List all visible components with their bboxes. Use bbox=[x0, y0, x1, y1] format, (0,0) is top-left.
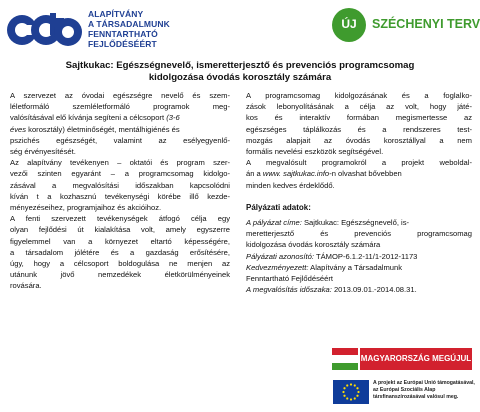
szechenyi-circle-text: ÚJ bbox=[341, 17, 357, 31]
beneficiary-value: Fenntartható Fejlődéséért bbox=[246, 274, 333, 284]
text-line: kos és interaktív formában megismertesse az bbox=[246, 113, 472, 123]
text-line: ményezéseihez, programjaihoz és akcióihoz. bbox=[10, 203, 162, 213]
foundation-name-line: FEJLŐDÉSÉÉRT bbox=[88, 39, 157, 49]
project-data bbox=[246, 217, 472, 295]
hungarian-flag-icon bbox=[332, 348, 358, 370]
text-line: úgy, hogy a célcsoport boldogulása ne menjen az bbox=[10, 259, 230, 269]
szechenyi-terv-logo bbox=[332, 8, 480, 44]
title-value: kidolgozása óvodás korosztály számára bbox=[246, 240, 381, 250]
text-line: formális nevelési eszközök segítségével. bbox=[246, 147, 384, 157]
foundation-logo bbox=[6, 6, 216, 52]
text-line: olyan fejlődési út kialakítása volt, amely egyszerre bbox=[10, 225, 230, 235]
beneficiary-label: Kedvezményezett: bbox=[246, 262, 309, 272]
title-label: A pályázat címe: bbox=[246, 218, 302, 228]
text-line: egészséges táplálkozás és a rendszeres test- bbox=[246, 124, 472, 134]
foundation-logo-mark-icon bbox=[6, 8, 84, 50]
foundation-name bbox=[88, 9, 170, 49]
text-line: A szervezet az óvodai egészségre nevelő és szem- bbox=[10, 91, 230, 100]
right-column bbox=[246, 90, 472, 295]
text-line bbox=[10, 124, 230, 135]
text-span: n olvashat bővebben bbox=[331, 169, 402, 179]
italic-span: (3-6 bbox=[166, 113, 180, 123]
text-line: rovására. bbox=[10, 281, 42, 291]
eu-text-line: A projekt az Európai Unió támogatásával, bbox=[373, 380, 475, 386]
title-value: Sajtkukac: Egészségnevelő, is- bbox=[301, 218, 410, 228]
text-line: a társadalom jólétére és a gazdaság erősítésére, bbox=[10, 247, 230, 257]
paragraph-goals bbox=[10, 90, 230, 157]
eu-text-line: társfinanszírozásával valósul meg. bbox=[373, 394, 459, 400]
text-line: Az alapítvány tevékenyen – oktatói és program szer- bbox=[10, 158, 230, 168]
text-line: pszichés egészségét, valamint az esélyegyenlő- bbox=[10, 135, 230, 145]
paragraph-program-purpose bbox=[246, 90, 472, 157]
foundation-name-line: A TÁRSADALMUNK bbox=[88, 19, 170, 29]
text-line: figyelemmel van a környezet eltartó képességére, bbox=[10, 236, 230, 246]
text-line bbox=[246, 284, 472, 295]
szechenyi-circle-icon bbox=[332, 8, 366, 42]
project-data-heading: Pályázati adatok: bbox=[246, 202, 311, 212]
text-line bbox=[246, 217, 472, 228]
text-line: zások lebonyolításának a célja az volt, hogy játé- bbox=[246, 102, 472, 112]
foundation-name-line: ALAPÍTVÁNY bbox=[88, 9, 144, 19]
foundation-name-line: FENNTARTHATÓ bbox=[88, 29, 158, 39]
text-line: kíván t a kozhasznú tevékenységi körébe illő kezde- bbox=[10, 191, 230, 201]
eu-text-line: az Európai Szociális Alap bbox=[373, 387, 436, 393]
paragraph-aims bbox=[10, 213, 230, 291]
magyarorszag-megujul-label: MAGYARORSZÁG MEGÚJUL bbox=[360, 348, 472, 370]
text-line: utánunk jövő nemzedékek életkörülményeinek bbox=[10, 270, 230, 280]
text-line: minden kedves érdeklődő. bbox=[246, 180, 335, 190]
text-span: án a bbox=[246, 169, 263, 179]
text-line: léletformáló szemléletformáló programok meg- bbox=[10, 102, 230, 112]
text-line: vezői szinten egyaránt – a programcsomag kidolgo- bbox=[10, 169, 230, 179]
text-span: korosztály) életminőségét, mentálhigiénés és bbox=[28, 124, 180, 134]
text-line: mozgás alapjait az óvodás korosztállyal a nem bbox=[246, 135, 472, 145]
eu-funding-text bbox=[373, 380, 475, 401]
text-line: A programcsomag kidolgozásának és a foglalko- bbox=[246, 91, 472, 100]
magyarorszag-megujul-logo bbox=[332, 348, 472, 370]
szechenyi-label: SZÉCHENYI TERV bbox=[372, 17, 480, 31]
website-link[interactable]: www. sajtkukac.info- bbox=[262, 169, 332, 179]
left-column bbox=[10, 90, 230, 292]
paragraph-website bbox=[246, 157, 472, 191]
header bbox=[0, 0, 480, 60]
paragraph-activities bbox=[10, 157, 230, 213]
text-line bbox=[246, 168, 472, 179]
text-line: A megvalósult programokról a projekt weboldal- bbox=[246, 158, 472, 168]
id-value: TÁMOP-6.1.2-11/1-2012-1173 bbox=[313, 251, 418, 261]
title-line: kidolgozása óvodás korosztály számára bbox=[148, 72, 332, 83]
text-span: valósításával elő kívánja segíteni a célcsoport bbox=[10, 113, 167, 123]
text-line: ség érvényesítését. bbox=[10, 147, 76, 157]
document-title bbox=[20, 60, 460, 84]
eu-flag-icon bbox=[333, 380, 369, 404]
eu-funding-notice bbox=[333, 378, 473, 406]
italic-span: éves bbox=[10, 124, 29, 134]
text-line bbox=[10, 112, 230, 123]
text-line: A fenti szervezett tevékenységek átfogó célja egy bbox=[10, 214, 230, 224]
title-line: Sajtkukac: Egészségnevelő, ismeretterjesztő és prevenciós programcsomag bbox=[65, 60, 415, 71]
text-line bbox=[246, 251, 472, 262]
text-line bbox=[246, 262, 472, 273]
spacer bbox=[246, 191, 472, 202]
id-label: Pályázati azonosító: bbox=[246, 251, 314, 261]
beneficiary-value: Alapítvány a Társadalmunk bbox=[308, 262, 403, 272]
period-label: A megvalósítás időszaka: bbox=[246, 285, 332, 295]
period-value: 2013.09.01.-2014.08.31. bbox=[331, 285, 417, 295]
title-value: meretterjesztő és prevenciós programcsomag bbox=[246, 229, 472, 239]
text-line: zásával a megvalósítási időszakban kapcsolódni bbox=[10, 180, 230, 190]
